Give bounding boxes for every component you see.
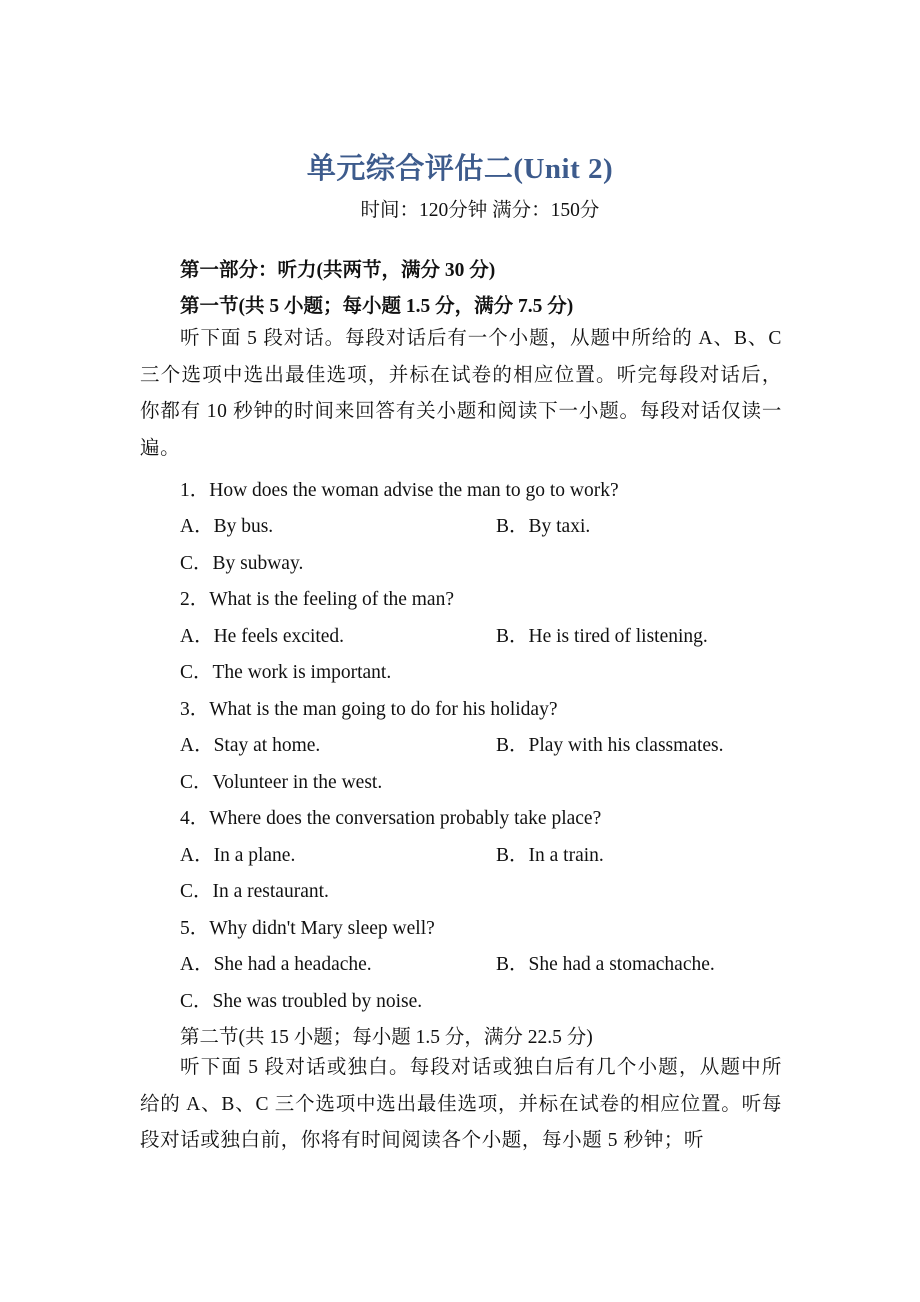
question-5-option-a: A．She had a headache. bbox=[180, 954, 372, 975]
question-5-option-c: C．She was troubled by noise. bbox=[180, 991, 423, 1012]
section1-instructions bbox=[140, 321, 782, 467]
question-3-option-a: A．Stay at home. bbox=[180, 735, 321, 756]
instructions-text: 听下面 5 段对话。每段对话后有一个小题，从题中所给的 A、B、C 三个选项中选出最佳选项，并标在试卷的相应位置。听完每段对话后，你都有 10 秒钟的时间来回答有关小题和阅读下一小题。每段对话仅读一遍。 bbox=[140, 328, 782, 459]
document-title: 单元综合评估二(Unit 2) bbox=[306, 153, 614, 185]
question-1-stem: 1．How does the woman advise the man to go to work? bbox=[180, 480, 619, 501]
instructions-text: 听下面 5 段对话或独白。每段对话或独白后有几个小题，从题中所给的 A、B、C 三个选项中选出最佳选项，并标在试卷的相应位置。听每段对话或独白前，你将有时间阅读各个小题，每小题 5 秒钟；听 bbox=[140, 1057, 782, 1151]
question-3-option-b: B．Play with his classmates. bbox=[496, 735, 724, 756]
question-1-option-b: B．By taxi. bbox=[496, 516, 591, 537]
question-1-option-c: C．By subway. bbox=[180, 553, 304, 574]
question-1-option-a: A．By bus. bbox=[180, 516, 274, 537]
question-2-option-a: A．He feels excited. bbox=[180, 626, 345, 647]
section1-heading: 第一节(共 5 小题；每小题 1.5 分，满分 7.5 分) bbox=[180, 296, 574, 317]
question-2-stem: 2．What is the feeling of the man? bbox=[180, 589, 454, 610]
question-2-option-b: B．He is tired of listening. bbox=[496, 626, 708, 647]
section2-instructions bbox=[140, 1050, 782, 1160]
question-4-option-a: A．In a plane. bbox=[180, 845, 296, 866]
question-4-option-c: C．In a restaurant. bbox=[180, 881, 329, 902]
question-3-option-c: C．Volunteer in the west. bbox=[180, 772, 383, 793]
question-5-stem: 5．Why didn't Mary sleep well? bbox=[180, 918, 435, 939]
question-3-stem: 3．What is the man going to do for his holiday? bbox=[180, 699, 558, 720]
exam-time-score: 时间：120分钟 满分：150分 bbox=[360, 200, 600, 221]
part1-heading: 第一部分：听力(共两节，满分 30 分) bbox=[180, 260, 496, 281]
question-4-stem: 4．Where does the conversation probably take place? bbox=[180, 808, 602, 829]
section2-heading: 第二节(共 15 小题；每小题 1.5 分，满分 22.5 分) bbox=[180, 1027, 593, 1048]
question-4-option-b: B．In a train. bbox=[496, 845, 604, 866]
question-2-option-c: C．The work is important. bbox=[180, 662, 392, 683]
question-5-option-b: B．She had a stomachache. bbox=[496, 954, 715, 975]
